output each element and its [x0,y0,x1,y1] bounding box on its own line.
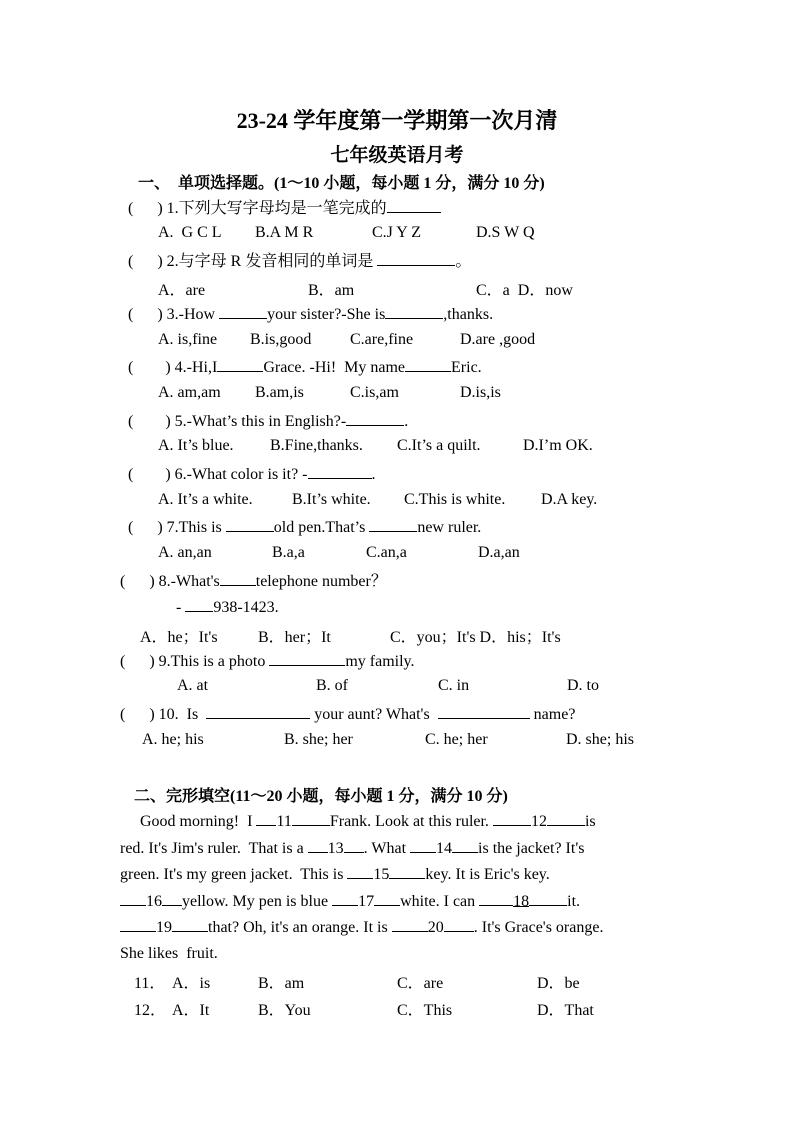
q8-option-c: C．you；It's D．his；It's [390,629,561,646]
passage-text: that? Oh, it's an orange. It is [208,919,392,936]
blank-14: 14 [436,840,453,857]
answer-blank [206,704,310,719]
q1-option-d: D.S W Q [476,224,535,241]
answer-blank [369,517,417,532]
q10-option-a: A. he; his [142,731,204,748]
q5-option-d: D.I’m OK. [523,437,593,454]
passage-text: is [584,813,596,830]
answer-blank [438,704,530,719]
q3-option-c: C.are,fine [350,331,414,348]
blank-line [332,891,358,906]
answer-blank [220,571,256,586]
question-6 [128,464,376,485]
question-stem: ( ) 1.下列大写字母均是一笔完成的 [128,200,387,217]
q2-option-c: C．a D．now [476,282,573,299]
q12-number: 12． [134,1002,167,1019]
blank-line [479,891,513,906]
blank-line [452,838,478,853]
section1-number: 一、 [138,175,171,192]
blank-line [493,811,531,826]
q7-option-b: B.a,a [272,544,305,561]
question-stem-mid: old pen.That’s [273,519,370,536]
question-stem-end: Eric. [451,359,482,376]
question-stem: ( ) 4.-Hi,I [128,359,218,376]
answer-blank [226,517,274,532]
question-3 [128,304,493,325]
question-stem-end: ,thanks. [443,306,494,323]
question-stem: ( ) 2.与字母 R 发音相同的单词是 [128,253,378,270]
blank-19: 19 [156,919,172,936]
answer-blank [346,411,404,426]
q11-option-b: B．am [258,975,305,992]
answer-blank [185,597,213,612]
q6-option-a: A. It’s a white. [158,491,253,508]
q11-option-c: C．are [397,975,444,992]
question-stem-end: 。 [455,253,472,270]
q1-option-a: A. G C L [158,224,222,241]
question-stem-end: telephone number？ [255,573,387,590]
q4-option-c: C.is,am [350,384,399,401]
q2-option-a: A．are [158,282,206,299]
question-stem: ( ) 8.-What's [120,573,220,590]
passage-line-6: She likes fruit. [120,945,218,962]
question-stem-end: . [371,466,376,483]
q5-option-b: B.Fine,thanks. [270,437,363,454]
q10-option-b: B. she; her [284,731,353,748]
passage-text: white. I can [400,893,480,910]
blank-line [172,917,208,932]
question-9 [120,651,415,672]
question-stem: ( ) 9.This is a photo [120,653,270,670]
q11-option-d: D．be [537,975,580,992]
blank-line [392,917,428,932]
blank-18: 18 [513,893,530,910]
q10-option-d: D. she; his [566,731,634,748]
blank-11: 11 [276,813,292,830]
question-stem-mid: your sister?-She is [267,306,386,323]
q9-option-a: A. at [177,677,209,694]
q8-option-a: A．he；It's [140,629,218,646]
q2-option-b: B．am [308,282,355,299]
passage-text: green. It's my green jacket. This is [120,866,348,883]
answer-blank [377,251,455,266]
q7-option-d: D.a,an [478,544,520,561]
question-10 [120,704,575,725]
blank-line [389,864,425,879]
q1-option-b: B.A M R [255,224,314,241]
q3-option-b: B.is,good [250,331,312,348]
question-stem-mid: your aunt? What's [310,706,438,723]
question-stem: ( ) 3.-How [128,306,220,323]
q1-option-c: C.J Y Z [372,224,422,241]
passage-line-3 [120,864,550,885]
passage-text: Frank. Look at this ruler. [329,813,493,830]
answer-blank [385,304,443,319]
blank-line [292,811,330,826]
passage-text: . It's Grace's orange. [473,919,604,936]
blank-line [120,891,146,906]
passage-line-1 [140,811,596,832]
q5-option-a: A. It’s blue. [158,437,234,454]
q6-option-b: B.It’s white. [292,491,371,508]
blank-16: 16 [146,893,162,910]
blank-15: 15 [373,866,390,883]
blank-line [547,811,585,826]
question-8 [120,571,387,592]
question-2 [128,251,471,272]
question-8-line2 [176,597,279,618]
question-stem-end: name? [529,706,576,723]
blank-line [444,917,474,932]
q7-option-c: C.an,a [366,544,407,561]
q4-option-a: A. am,am [158,384,221,401]
passage-line-2 [120,838,584,859]
q10-option-c: C. he; her [425,731,488,748]
q8-option-b: B．her；It [258,629,331,646]
q4-option-d: D.is,is [460,384,501,401]
blank-17: 17 [358,893,375,910]
blank-line [162,891,182,906]
section2-number: 二、 [134,788,167,805]
answer-blank [308,464,372,479]
q3-option-a: A. is,fine [158,331,218,348]
question-stem-end: . [404,413,409,430]
blank-line [120,917,156,932]
blank-line [308,838,328,853]
question-4 [128,357,482,378]
question-7 [128,517,481,538]
passage-text: yellow. My pen is blue [182,893,333,910]
blank-line [410,838,436,853]
q9-option-b: B. of [316,677,348,694]
blank-line [347,864,373,879]
question-stem-end: new ruler. [417,519,482,536]
q12-option-a: A．It [172,1002,210,1019]
passage-line-4 [120,891,580,912]
blank-line [256,811,276,826]
q12-option-b: B．You [258,1002,311,1019]
question-stem-mid: Grace. -Hi! My name [263,359,406,376]
q12-option-c: C．This [397,1002,453,1019]
answer-blank [217,357,263,372]
question-stem: ( ) 10. Is [120,706,207,723]
q4-option-b: B.am,is [255,384,304,401]
passage-text: is the jacket? It's [478,840,585,857]
blank-line [529,891,567,906]
passage-text: . What [363,840,411,857]
q11-option-a: A．is [172,975,211,992]
question-5 [128,411,408,432]
blank-line [374,891,400,906]
q12-option-d: D．That [537,1002,594,1019]
passage-text: key. It is Eric's key. [425,866,550,883]
answer-blank [405,357,451,372]
q9-option-c: C. in [438,677,470,694]
blank-13: 13 [327,840,344,857]
blank-line [344,838,364,853]
question-stem: ( ) 6.-What color is it? - [128,466,308,483]
question-1 [128,198,441,219]
passage-line-5 [120,917,603,938]
blank-20: 20 [427,919,444,936]
blank-12: 12 [530,813,547,830]
section2-title: 完形填空(11～20 小题，每小题 1 分，满分 10 分) [166,788,508,805]
question-stem-end: 938-1423. [213,599,279,616]
section1-title: 单项选择题。(1～10 小题，每小题 1 分，满分 10 分) [178,175,545,192]
q6-option-c: C.This is white. [404,491,506,508]
q6-option-d: D.A key. [541,491,598,508]
passage-text: Good morning! I [140,813,257,830]
question-stem: - [176,599,186,616]
question-stem: ( ) 5.-What’s this in English?- [128,413,347,430]
passage-text: red. It's Jim's ruler. That is a [120,840,308,857]
answer-blank [387,198,441,213]
exam-title: 23-24 学年度第一学期第一次月清 [236,108,558,133]
q11-number: 11． [134,975,166,992]
q5-option-c: C.It’s a quilt. [397,437,481,454]
question-stem: ( ) 7.This is [128,519,226,536]
q9-option-d: D. to [567,677,599,694]
section1-heading [138,170,545,193]
q7-option-a: A. an,an [158,544,212,561]
q3-option-d: D.are ,good [460,331,536,348]
passage-text: it. [567,893,581,910]
question-stem-end: my family. [345,653,415,670]
section2-heading [134,783,508,806]
answer-blank [219,304,267,319]
answer-blank [269,651,345,666]
exam-subtitle: 七年级英语月考 [330,145,464,166]
